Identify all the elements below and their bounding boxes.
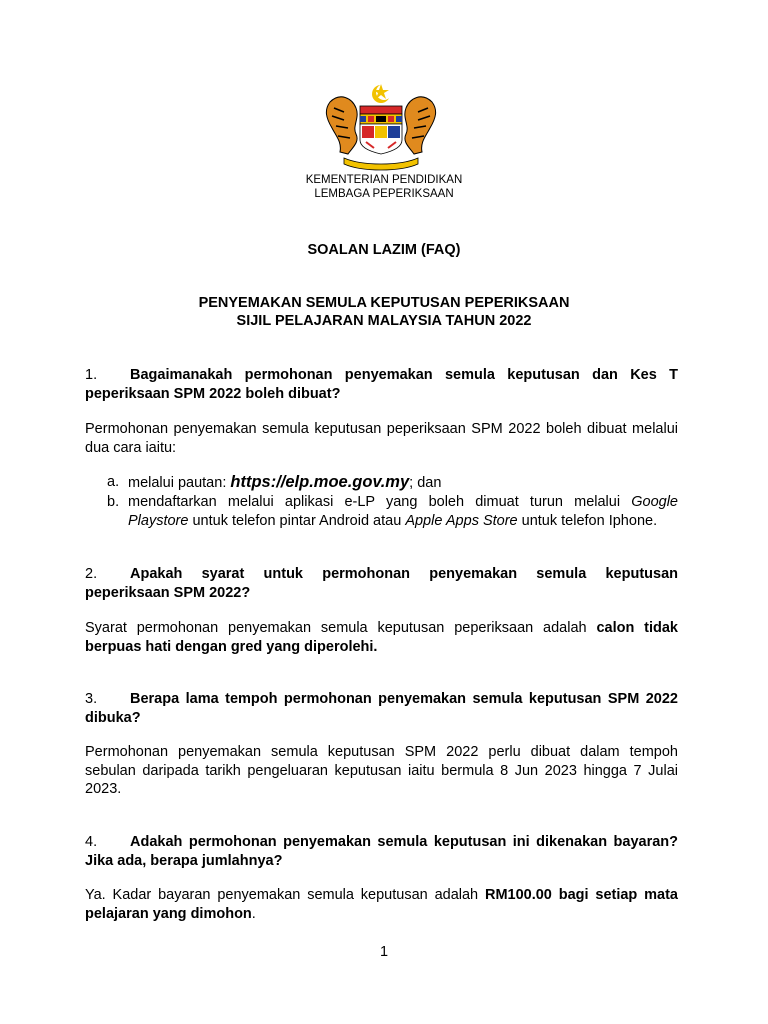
- elp-link[interactable]: https://elp.moe.gov.my: [230, 473, 410, 491]
- question-number: 3.: [85, 691, 98, 707]
- question-text-cont: peperiksaan SPM 2022?: [85, 584, 251, 601]
- document-subtitle-line2: SIJIL PELAJARAN MALAYSIA TAHUN 2022: [236, 313, 532, 329]
- answer-4: Ya. Kadar bayaran penyemakan semula keputusan adalah RM100.00 bagi setiap mata pelajaran yang dimohon.: [85, 887, 678, 922]
- question-text-cont: peperiksaan SPM 2022 boleh dibuat?: [85, 385, 341, 402]
- coat-of-arms-logo: [322, 82, 440, 172]
- document-title: SOALAN LAZIM (FAQ): [307, 242, 461, 258]
- question-text: Apakah syarat untuk permohonan penyemakan semula keputusan: [130, 566, 678, 582]
- question-number: 2.: [85, 566, 98, 582]
- question-text: Bagaimanakah permohonan penyemakan semula keputusan dan Kes T: [130, 367, 678, 383]
- question-text: Adakah permohonan penyemakan semula keputusan ini dikenakan bayaran?: [130, 834, 678, 850]
- answer-1-list: [85, 473, 678, 531]
- question-4: [85, 833, 678, 870]
- question-2: [85, 565, 678, 602]
- question-text-cont: Jika ada, berapa jumlahnya?: [85, 852, 283, 869]
- question-3: [85, 690, 678, 727]
- list-marker: b.: [107, 494, 120, 510]
- question-number: 4.: [85, 834, 98, 850]
- list-item: b. mendaftarkan melalui aplikasi e-LP yang boleh dimuat turun melalui Google Playstore untuk telefon pintar Android atau Apple Apps Store untuk telefon Iphone.: [107, 494, 678, 529]
- document-subtitle-line1: PENYEMAKAN SEMULA KEPUTUSAN PEPERIKSAAN: [198, 295, 570, 311]
- answer-2: Syarat permohonan penyemakan semula keputusan peperiksaan adalah calon tidak berpuas hati dengan gred yang diperolehi.: [85, 620, 678, 655]
- list-item: a. melalui pautan: https://elp.moe.gov.my; dan: [107, 473, 442, 491]
- question-1: [85, 366, 678, 403]
- question-text-cont: dibuka?: [85, 709, 141, 726]
- question-text: Berapa lama tempoh permohonan penyemakan semula keputusan SPM 2022: [130, 691, 678, 707]
- list-marker: a.: [107, 474, 120, 490]
- ministry-name: KEMENTERIAN PENDIDIKAN: [305, 174, 463, 186]
- department-name: LEMBAGA PEPERIKSAAN: [314, 188, 454, 200]
- question-number: 1.: [85, 367, 98, 383]
- page-number: 1: [379, 944, 389, 960]
- answer-1: Permohonan penyemakan semula keputusan peperiksaan SPM 2022 boleh dibuat melalui dua cara iaitu:: [85, 421, 678, 456]
- answer-3: Permohonan penyemakan semula keputusan SPM 2022 perlu dibuat dalam tempoh sebulan daripada tarikh pengeluaran keputusan iaitu bermula 8 Jun 2023 hingga 7 Julai 2023.: [85, 744, 678, 797]
